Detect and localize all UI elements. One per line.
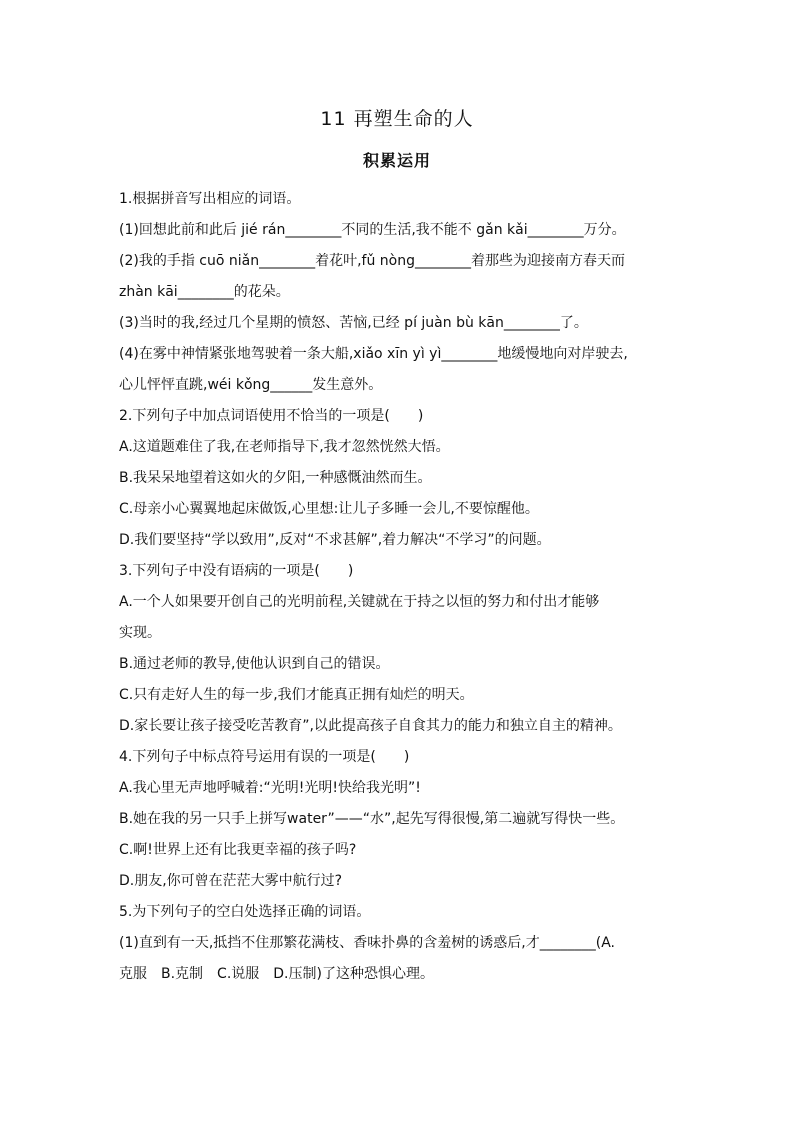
question-1-item-2-cont: zhàn kāi________的花朵。: [119, 284, 290, 300]
question-4-option-c: C.啊!世界上还有比我更幸福的孩子吗?: [119, 842, 357, 858]
question-2-prompt: 2.下列句子中加点词语使用不恰当的一项是( ): [119, 408, 424, 424]
question-5-item-1-cont: 克服 B.克制 C.说服 D.压制)了这种恐惧心理。: [119, 966, 434, 982]
question-5-prompt: 5.为下列句子的空白处选择正确的词语。: [119, 904, 371, 920]
question-1-prompt: 1.根据拼音写出相应的词语。: [119, 191, 301, 207]
question-2-option-b: B.我呆呆地望着这如火的夕阳,一种感慨油然而生。: [119, 470, 432, 486]
lesson-title: 11 再塑生命的人: [320, 108, 474, 130]
question-1-item-4: (4)在雾中神情紧张地驾驶着一条大船,xiǎo xīn yì yì________地缓慢地向对岸驶去,: [119, 346, 628, 362]
question-2-option-c: C.母亲小心翼翼地起床做饭,心里想:让儿子多睡一会儿,不要惊醒他。: [119, 501, 539, 517]
question-3-option-c: C.只有走好人生的每一步,我们才能真正拥有灿烂的明天。: [119, 687, 474, 703]
question-3-option-a-cont: 实现。: [119, 625, 161, 641]
question-3-prompt: 3.下列句子中没有语病的一项是( ): [119, 563, 354, 579]
question-2-option-d: D.我们要坚持“学以致用”,反对“不求甚解”,着力解决“不学习”的问题。: [119, 532, 551, 548]
question-2-option-a: A.这道题难住了我,在老师指导下,我才忽然恍然大悟。: [119, 439, 450, 455]
question-5-item-1: (1)直到有一天,抵挡不住那繁花满枝、香味扑鼻的含羞树的诱惑后,才________(A.: [119, 935, 615, 951]
question-list: [119, 184, 689, 990]
question-4-option-b: B.她在我的另一只手上拼写water”——“水”,起先写得很慢,第二遍就写得快一些。: [119, 811, 625, 827]
question-1-item-4-cont: 心儿怦怦直跳,wéi kǒng______发生意外。: [119, 377, 383, 393]
question-1-item-2: (2)我的手指 cuō niǎn________着花叶,fǔ nòng________着那些为迎接南方春天而: [119, 253, 625, 269]
question-3-option-a: A.一个人如果要开创自己的光明前程,关键就在于持之以恒的努力和付出才能够: [119, 594, 600, 610]
question-1-item-3: (3)当时的我,经过几个星期的愤怒、苦恼,已经 pí juàn bù kān________了。: [119, 315, 588, 331]
question-1-item-1: (1)回想此前和此后 jié rán________不同的生活,我不能不 gǎn kǎi________万分。: [119, 222, 626, 238]
question-3-option-b: B.通过老师的教导,使他认识到自己的错误。: [119, 656, 390, 672]
question-4-prompt: 4.下列句子中标点符号运用有误的一项是( ): [119, 749, 410, 765]
question-4-option-d: D.朋友,你可曾在茫茫大雾中航行过?: [119, 873, 343, 889]
question-4-option-a: A.我心里无声地呼喊着:“光明!光明!快给我光明”!: [119, 780, 421, 796]
section-heading: 积累运用: [362, 151, 431, 170]
question-3-option-d: D.家长要让孩子接受吃苦教育”,以此提高孩子自食其力的能力和独立自主的精神。: [119, 718, 622, 734]
